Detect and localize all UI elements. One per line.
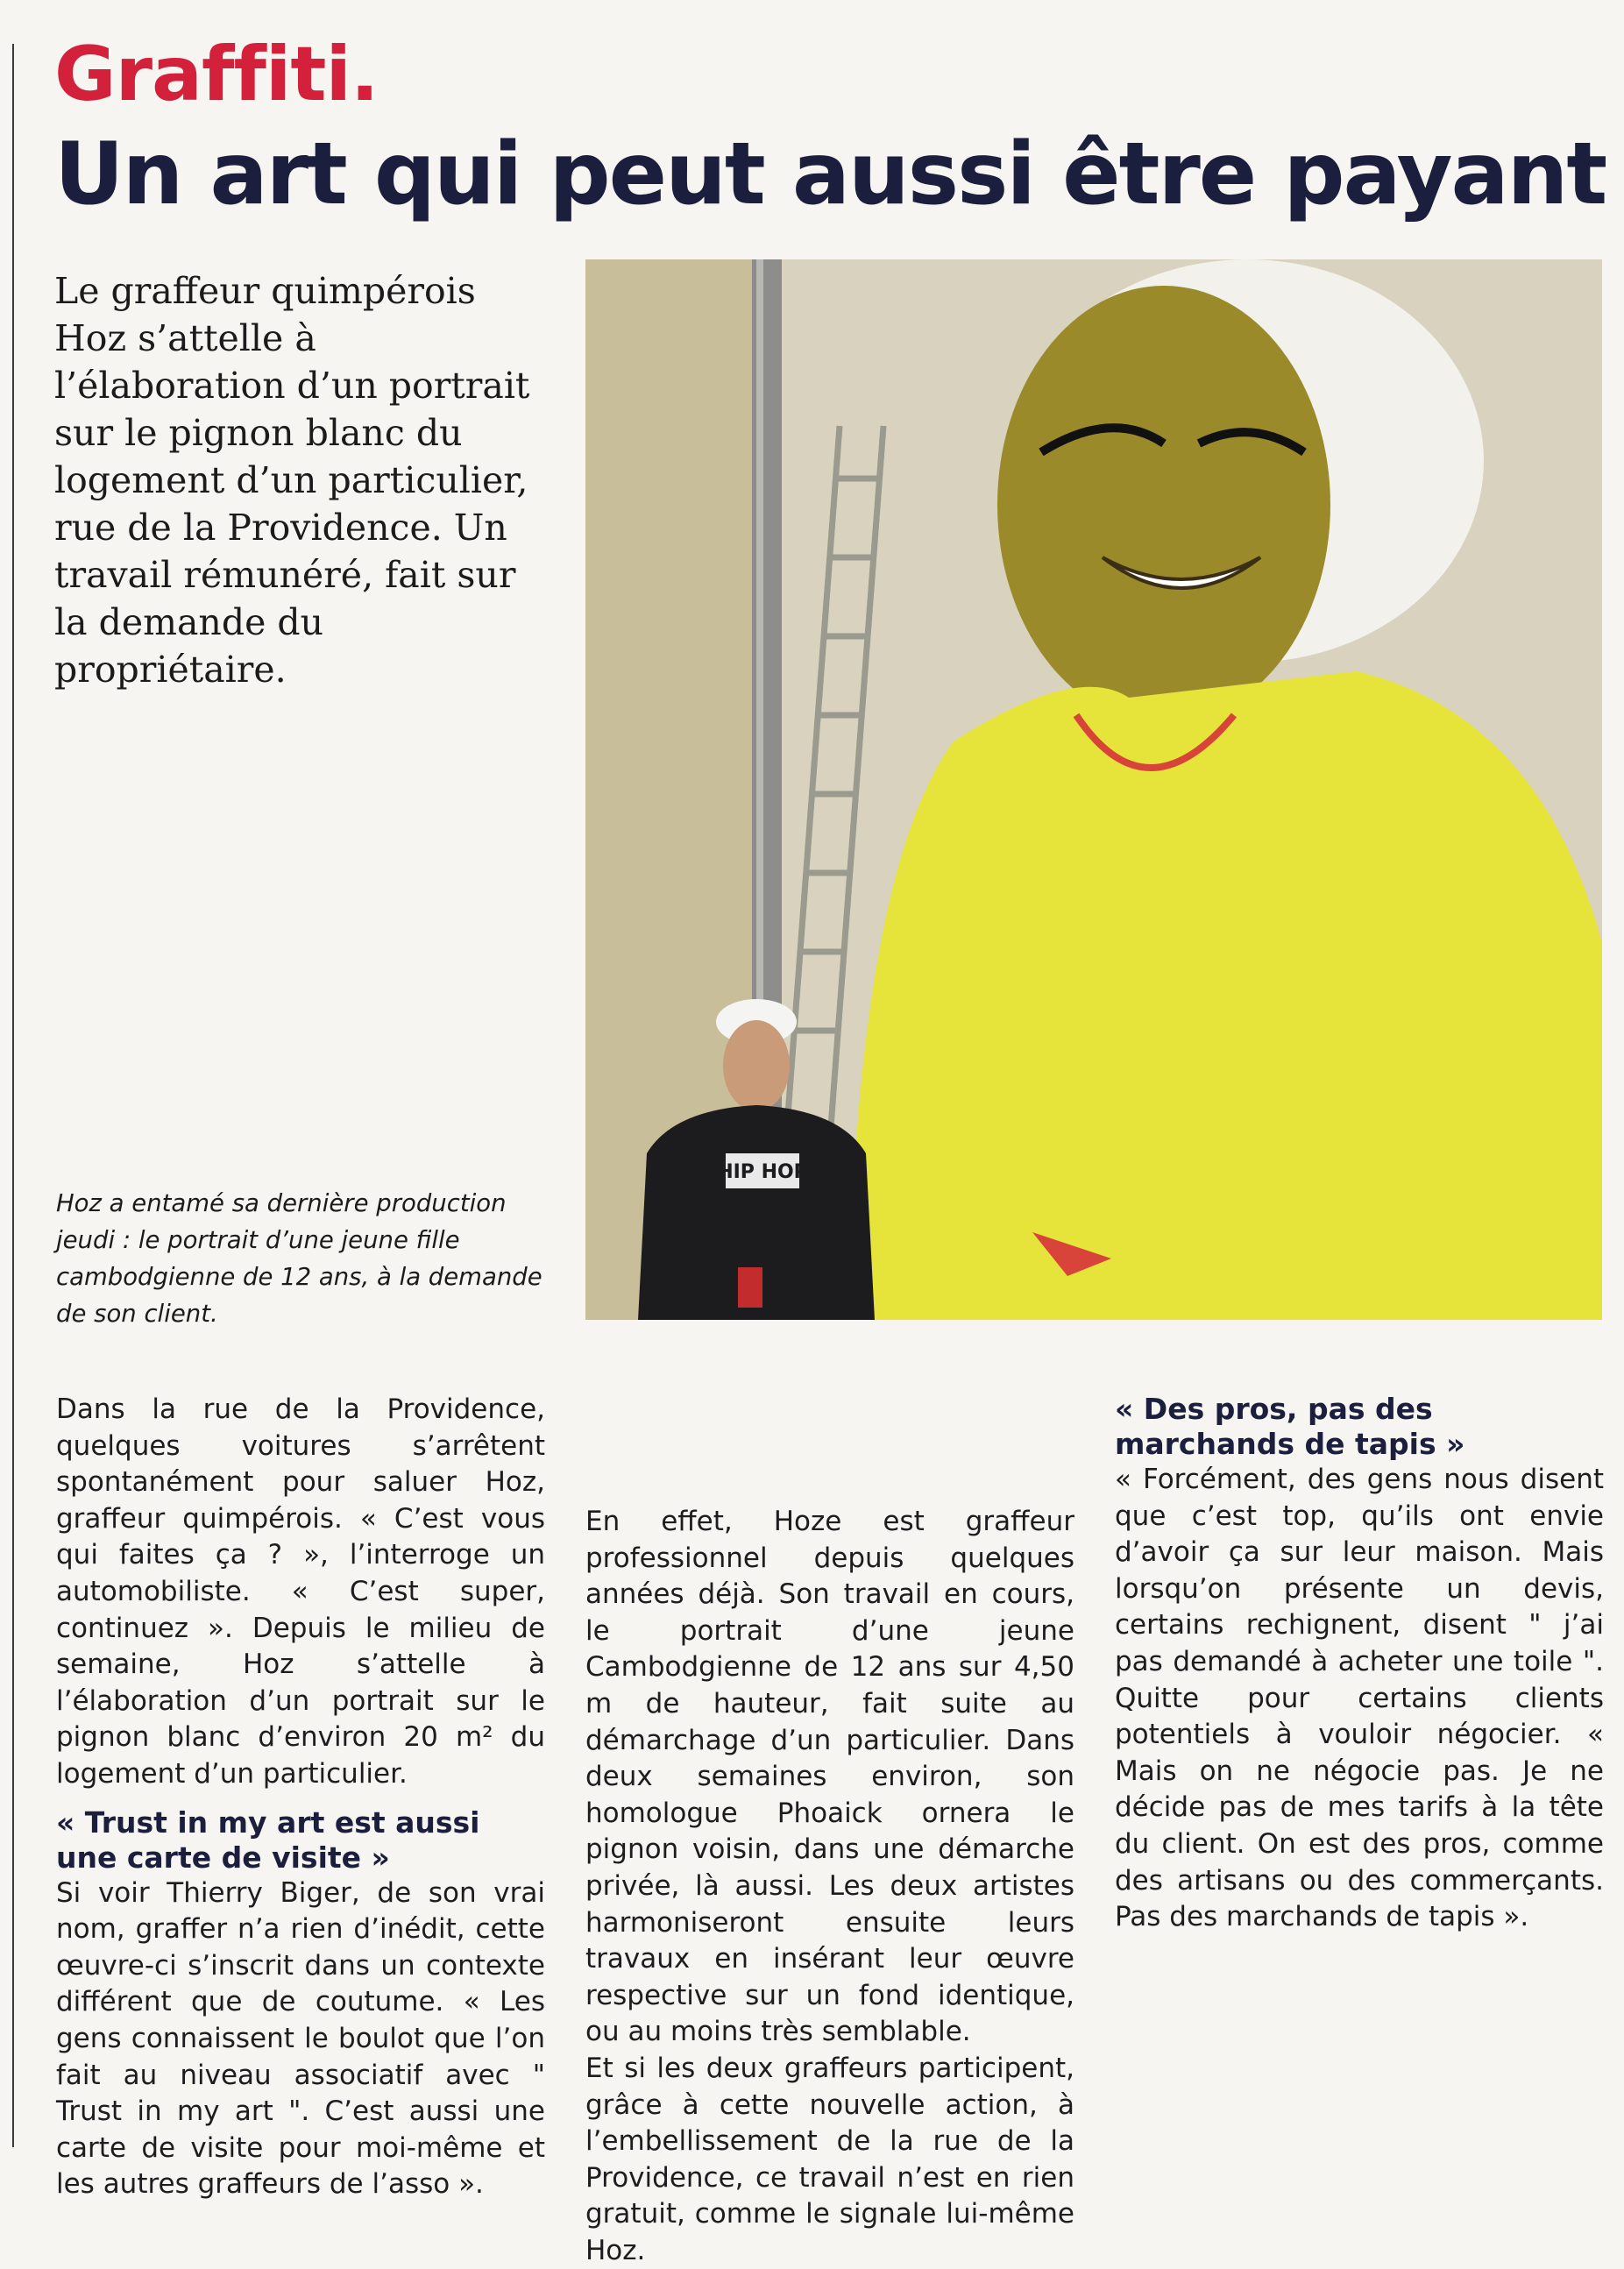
lead-paragraph: Le graffeur quimpérois Hoz s’attelle à l’élaboration d’un portrait sur le pignon blanc du logement d’un particulier, rue de la Providence. Un travail rémunéré, fait sur la demande du propriétaire. — [54, 270, 530, 691]
body-paragraph: Et si les deux graffeurs participent, grâce à cette nouvelle action, à l’embellissement de la rue de la Providence, ce travail n’est en rien gratuit, comme le signale lui-même Hoz. — [585, 2052, 1074, 2266]
headline: Un art qui peut aussi être payant — [54, 124, 1606, 224]
article-photo — [585, 259, 1602, 1320]
body-column-3 — [1115, 1392, 1604, 1936]
subheading: « Trust in my art est aussi une carte de visite » — [56, 1805, 480, 1875]
shirt-print: HIP HOP — [717, 1161, 808, 1183]
body-column-2 — [585, 1392, 1074, 2269]
mural-face — [997, 286, 1330, 724]
kicker: Graffiti. — [54, 31, 379, 118]
mural-shirt — [848, 671, 1602, 1320]
subheading: « Des pros, pas des marchands de tapis » — [1115, 1392, 1465, 1461]
mural-illustration — [585, 259, 1602, 1320]
soda-can — [738, 1267, 762, 1308]
body-paragraph — [56, 1875, 545, 2203]
photo-caption: Hoz a entamé sa dernière production jeudi : le portrait d’une jeune fille cambodgienne de 12 ans, à la demande de son client. — [56, 1189, 543, 1328]
body-paragraph: En effet, Hoze est graffeur professionnel depuis quelques années déjà. Son travail en cours, le portrait d’une jeune Cambodgienne de 12 ans sur 4,50 m de hauteur, fait suite au démarchage d’un particulier. Dans deux semaines environ, son homologue Phoaick ornera le pignon voisin, dans une démarche privée, là aussi. Les deux artistes harmoniseront ensuite leurs travaux en insérant leur œuvre respective sur un fond identique, ou au moins très semblable. — [585, 1506, 1074, 2048]
body-column-1 — [56, 1392, 545, 2203]
body-paragraph: Dans la rue de la Providence, quelques voitures s’arrêtent spontanément pour saluer Hoz, graffeur quimpérois. « C’est vous qui faites ça ? », l’interroge un automobiliste. « C’est super, continuez ». Depuis le milieu de semaine, Hoz s’attelle à l’élaboration d’un portrait sur le pignon blanc d’environ 20 m² du logement d’un particulier. — [56, 1393, 545, 1790]
paragraph-2-text: Si voir Thierry Biger, de son vrai nom, graffer n’a rien d’inédit, cette œuvre-ci s’inscrit dans un contexte différent que de coutume. « Les gens connaissent le boulot que l’on fait au niveau associatif avec " Trust in my art ". C’est aussi une carte de visite pour moi-même et les autres graffeurs de l’asso ». — [56, 1876, 545, 2201]
column-rule — [12, 44, 14, 2147]
body-paragraph: « Forcément, des gens nous disent que c’est top, qu’ils ont envie d’avoir ça sur leur maison. Mais lorsqu’on présente un devis, certains rechignent, disent " j’ai pas demandé à acheter une toile ". Quitte pour certains clients potentiels à vouloir négocier. « Mais on ne négocie pas. Je ne décide pas de mes tarifs à la tête du client. On est des pros, comme des artisans ou des commerçants. Pas des marchands de tapis ». — [1115, 1464, 1604, 1933]
